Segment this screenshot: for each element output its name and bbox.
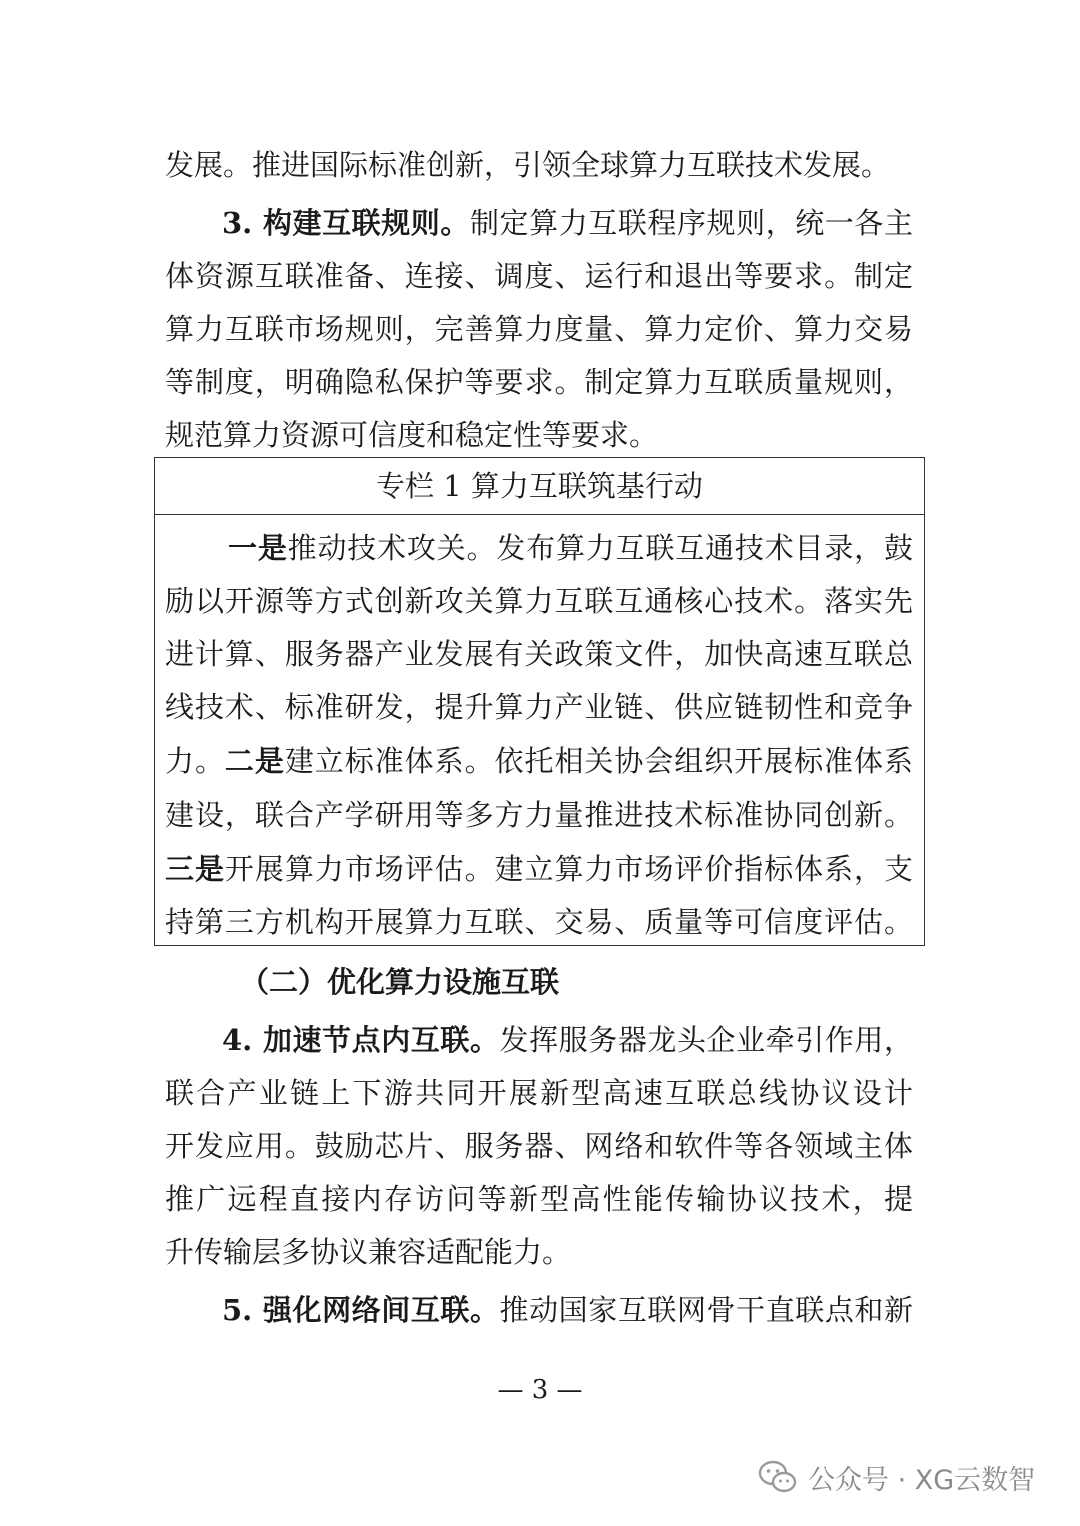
paragraph-line: 推广远程直接内存访问等新型高性能传输协议技术，提 — [165, 1182, 913, 1216]
paragraph-line: 发展。推进国际标准创新，引领全球算力互联技术发展。 — [165, 148, 891, 182]
box-line: 励以开源等方式创新攻关算力互联互通核心技术。落实先 — [165, 584, 913, 618]
paragraph-line: 体资源互联准备、连接、调度、运行和退出等要求。制定 — [165, 259, 913, 293]
box-line: 线技术、标准研发，提升算力产业链、供应链韧性和竞争 — [165, 690, 913, 724]
wechat-icon — [758, 1460, 798, 1494]
item4-heading: 4. 加速节点内互联。 — [222, 1023, 500, 1057]
box-line: 一是推动技术攻关。发布算力互联互通技术目录，鼓 — [228, 531, 913, 565]
box-title: 专栏 1 算力互联筑基行动 — [376, 469, 703, 503]
paragraph-line: 升传输层多协议兼容适配能力。 — [165, 1235, 572, 1269]
box-divider — [155, 514, 924, 515]
box-bold-label: 三是 — [165, 852, 225, 886]
box-bold-label: 一是 — [228, 531, 288, 565]
paragraph-line: 开发应用。鼓励芯片、服务器、网络和软件等各领域主体 — [165, 1129, 913, 1163]
paragraph-line: 等制度，明确隐私保护等要求。制定算力互联质量规则， — [165, 365, 913, 399]
section-heading: （二）优化算力设施互联 — [240, 965, 560, 999]
box-line: 建设，联合产学研用等多方力量推进技术标准协同创新。 — [165, 798, 913, 832]
page-number: — 3 — — [497, 1375, 583, 1405]
item3-heading: 3. 构建互联规则。 — [222, 206, 470, 240]
item3-first-line: 3. 构建互联规则。制定算力互联程序规则，统一各主 — [222, 206, 913, 240]
paragraph-line: 联合产业链上下游共同开展新型高速互联总线协议设计 — [165, 1076, 913, 1110]
box-line: 力。二是建立标准体系。依托相关协会组织开展标准体系 — [165, 744, 913, 778]
item5-first-line: 5. 强化网络间互联。推动国家互联网骨干直联点和新 — [222, 1293, 913, 1327]
box-bold-label: 二是 — [224, 744, 285, 778]
paragraph-line: 规范算力资源可信度和稳定性等要求。 — [165, 418, 659, 452]
box-line: 三是开展算力市场评估。建立算力市场评价指标体系，支 — [165, 852, 913, 886]
item5-heading: 5. 强化网络间互联。 — [222, 1293, 500, 1327]
watermark — [758, 1455, 1035, 1499]
paragraph-line: 算力互联市场规则，完善算力度量、算力定价、算力交易 — [165, 312, 913, 346]
box-line: 持第三方机构开展算力互联、交易、质量等可信度评估。 — [165, 905, 913, 939]
item4-first-line: 4. 加速节点内互联。发挥服务器龙头企业牵引作用， — [222, 1023, 913, 1057]
watermark-text: 公众号 · XG云数智 — [808, 1464, 1036, 1496]
box-line: 进计算、服务器产业发展有关政策文件，加快高速互联总 — [165, 637, 913, 671]
